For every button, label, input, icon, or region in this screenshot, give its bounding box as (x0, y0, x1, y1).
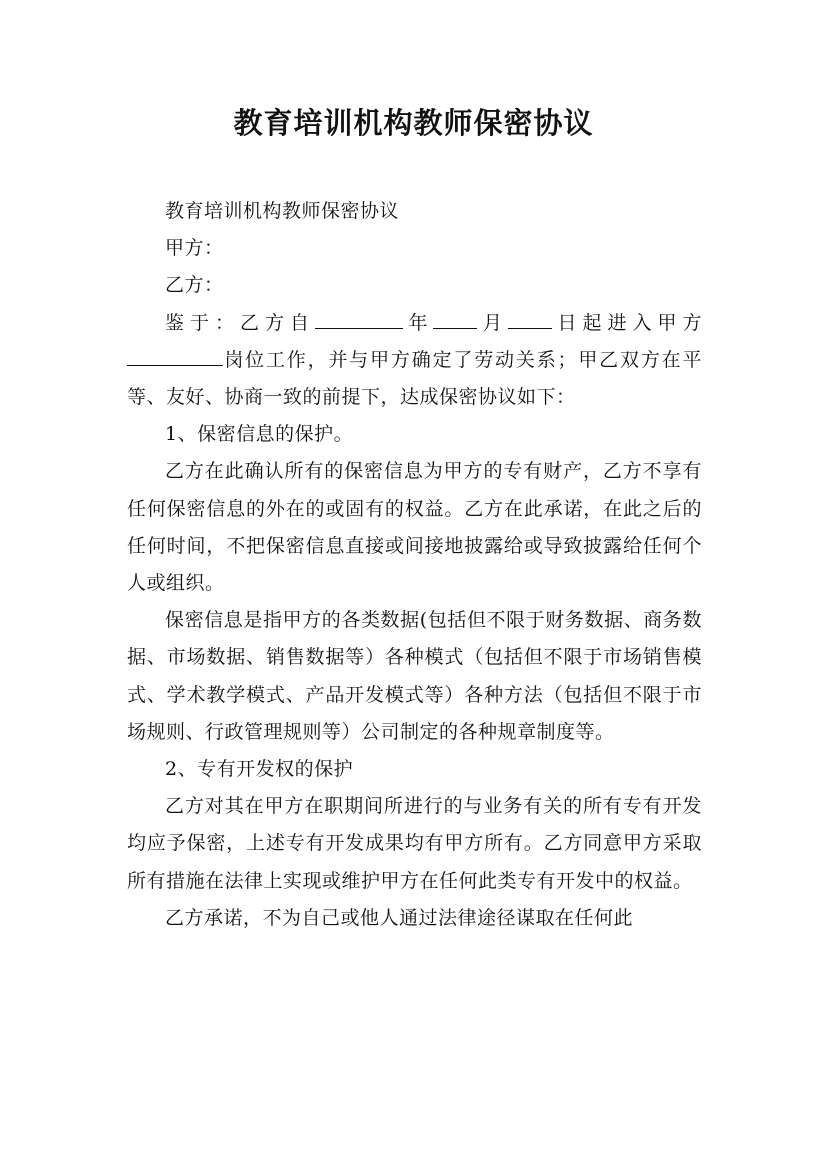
recital-text-5: 岗位工作，并与甲方确定了劳动关系；甲乙双方在平等、友好、协商一致的前提下，达成保密协议如下： (127, 348, 702, 409)
subtitle-line: 教育培训机构教师保密协议 (165, 200, 400, 222)
party-b-line: 乙方： (165, 274, 224, 297)
section2-paragraph-1: 乙方对其在甲方在职期间所进行的与业务有关的所有专有开发均应予保密，上述专有开发成果均有甲方所有。乙方同意甲方采取所有措施在法律上实现或维护甲方在任何此类专有开发中的权益。 (127, 795, 702, 892)
recital-text-2: 年 (402, 311, 434, 334)
recital-text-4: 日起进入甲方 (551, 311, 702, 334)
date-month-blank (433, 308, 477, 329)
date-day-blank (508, 308, 552, 329)
section1-paragraph-1: 乙方在此确认所有的保密信息为甲方的专有财产，乙方不享有任何保密信息的外在的或固有的权益。乙方在此承诺，在此之后的任何时间，不把保密信息直接或间接地披露给或导致披露给任何个人或组织。 (127, 460, 702, 595)
section2-paragraph-2: 乙方承诺，不为自己或他人通过法律途径谋取在任何此 (165, 906, 634, 929)
date-year-blank (315, 308, 403, 329)
document-title: 教育培训机构教师保密协议 (233, 106, 594, 140)
section1-heading: 1、保密信息的保护。 (165, 423, 354, 446)
section1-paragraph-2: 保密信息是指甲方的各类数据(包括但不限于财务数据、商务数据、市场数据、销售数据等）各种模式（包括但不限于市场销售模式、学术教学模式、产品开发模式等）各种方法（包括但不限于市场规则、行政管理规则等）公司制定的各种规章制度等。 (127, 609, 702, 743)
document-body (127, 193, 702, 937)
position-blank (127, 345, 223, 366)
section2-heading: 2、专有开发权的保护 (165, 758, 354, 781)
recital-paragraph (127, 305, 702, 417)
party-a-line: 甲方： (165, 237, 224, 260)
recital-text-1: 鉴于：乙方自 (165, 311, 315, 334)
recital-text-3: 月 (477, 311, 508, 334)
